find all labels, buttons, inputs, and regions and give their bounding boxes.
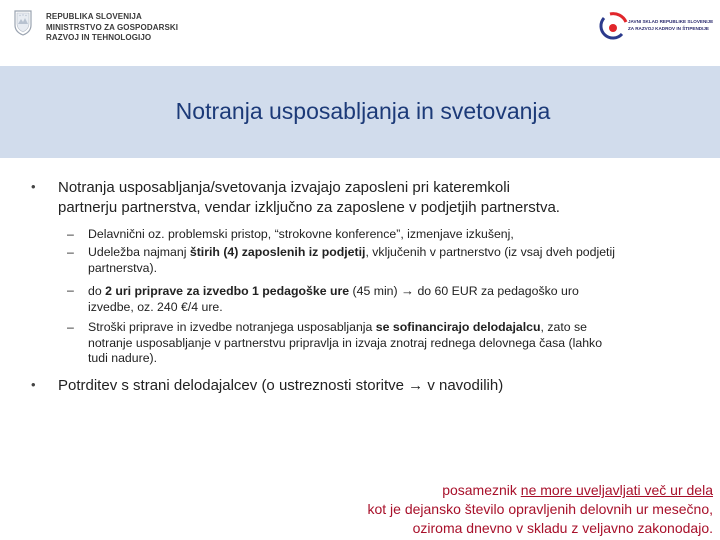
agency-line-1: JAVNI SKLAD REPUBLIKE SLOVENIJE — [628, 19, 714, 24]
footnote-underlined: ne more uveljavljati več ur dela — [520, 482, 713, 498]
sub-dash-1: – — [67, 227, 74, 241]
sub-dash-3: – — [67, 283, 74, 297]
sub-item-3-bold: 2 uri priprave za izvedbo 1 pedagoške ure — [105, 284, 350, 298]
bullet-2-text-b: v navodilih) — [423, 377, 504, 394]
ministry-line-2: MINISTRSTVO ZA GOSPODARSKI — [46, 22, 179, 32]
bullet-dot: • — [31, 179, 36, 194]
bullet-2 — [58, 376, 503, 396]
arrow-right-icon: → — [401, 283, 415, 298]
sub-item-2-text-d: partnerstva). — [88, 260, 158, 275]
footnote-line-1a: posameznik — [442, 482, 521, 498]
bullet-dot-2: • — [31, 377, 36, 392]
slide-title: Notranja usposabljanja in svetovanja — [175, 98, 551, 124]
bullet-2-text-a: Potrditev s strani delodajalcev (o ustreznosti storitve — [58, 377, 409, 394]
sub-item-4-text-c: , zato se — [540, 320, 587, 334]
sub-dash-4: – — [67, 320, 74, 334]
bullet-1-emphasis: Notranja usposabljanja/svetovanja — [58, 179, 287, 196]
ministry-line-1: REPUBLIKA SLOVENIJA — [46, 12, 142, 21]
sub-item-2-text-c: , vključenih v partnerstvo (iz vsaj dveh podjetij — [365, 245, 615, 259]
sub-dash-2: – — [67, 245, 74, 259]
sub-item-3-text-d: do 60 EUR za pedagoško uro — [414, 284, 579, 298]
sub-item-3-text-c: (45 min) — [349, 284, 402, 298]
ministry-line-3: RAZVOJ IN TEHNOLOGIJO — [46, 33, 152, 42]
slovenia-crest-icon — [13, 10, 33, 36]
agency-name — [628, 18, 713, 32]
sub-item-4 — [88, 320, 708, 367]
sub-item-4-text-a: Stroški priprave in izvedbe notranjega usposabljanja — [88, 320, 376, 334]
footnote — [367, 481, 713, 538]
ministry-name — [46, 12, 178, 44]
sub-item-3 — [88, 283, 708, 315]
sub-item-3-text-e: izvedbe, oz. 240 €/4 ure. — [88, 299, 223, 314]
sub-item-4-text-e: tudi nadure). — [88, 351, 158, 366]
sub-item-2 — [88, 245, 708, 276]
arrow-right-icon: → — [408, 377, 424, 394]
agency-line-2: ZA RAZVOJ KADROV IN ŠTIPENDIJE — [628, 26, 709, 31]
sub-item-4-bold: se sofinancirajo delodajalcu — [375, 320, 541, 334]
agency-logo-icon — [596, 10, 632, 46]
bullet-1-period: . — [555, 199, 560, 216]
sub-item-1 — [88, 227, 708, 243]
sub-item-2-bold: štirih (4) zaposlenih iz podjetij — [189, 245, 366, 259]
bullet-1-emphasis-2: za zaposlene v podjetjih partnerstva — [316, 199, 556, 216]
sub-item-3-text-a: do — [88, 284, 106, 298]
bullet-1-text: izvajajo zaposleni pri kateremkoli — [286, 179, 510, 196]
footnote-line-2: kot je dejansko število opravljenih delovnih ur mesečno, — [367, 501, 713, 517]
footnote-line-3: oziroma dnevno v skladu z veljavno zakonodajo. — [412, 520, 713, 536]
sub-item-1-text: Delavnični oz. problemski pristop, “strokovne konference”, izmenjave izkušenj, — [88, 227, 514, 241]
bullet-1-text-2: partnerju partnerstva, vendar izključno — [58, 199, 317, 216]
sub-item-4-text-d: notranje usposabljanje v partnerstvu pripravlja in izvaja znotraj rednega delovnega časa (lahko — [88, 335, 603, 350]
sub-item-2-text-a: Udeležba najmanj — [88, 245, 190, 259]
bullet-1 — [58, 178, 708, 218]
slide-header — [0, 0, 720, 64]
